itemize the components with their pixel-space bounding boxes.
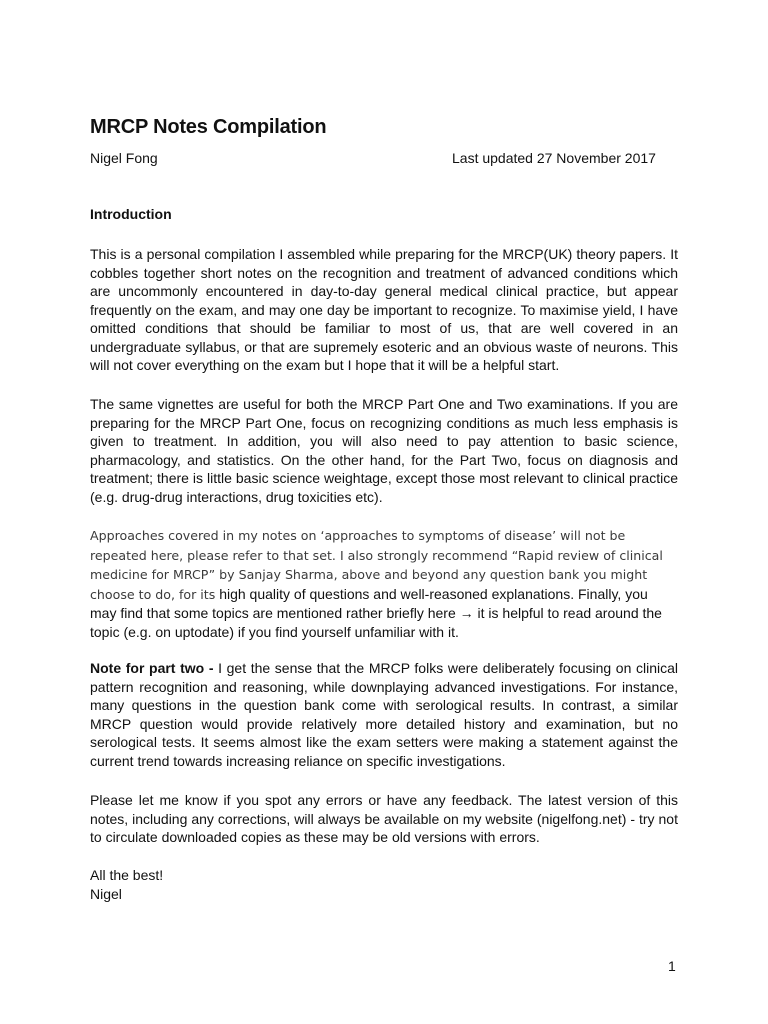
intro-paragraph-1: This is a personal compilation I assembled while preparing for the MRCP(UK) theory papers. It cobbles together short notes on the recognition and treatment of advanced conditions which are uncommonly encountered in day-to-day general medical clinical practice, but appear frequently on the exam, and may one day be important to recognize. To maximise yield, I have omitted conditions that should be familiar to most of us, that are well covered in an undergraduate syllabus, or that are supremely esoteric and an obvious waste of neurons. This will not cover everything on the exam but I hope that it will be a helpful start.: [90, 246, 678, 373]
note-part-two-lead: Note for part two -: [90, 660, 214, 676]
note-part-two-paragraph: [90, 659, 678, 770]
section-heading-introduction: Introduction: [90, 206, 172, 222]
last-updated-date: Last updated 27 November 2017: [452, 150, 656, 166]
paragraph-3-faded-text: Approaches covered in my notes on ‘approaches to symptoms of disease’ will not be repeated here, please refer to that set. I also strongly recommend “Rapid review of clinical medicine for MRCP” by Sanjay Sharma, above and beyond any question bank you might choose to do, for its: [90, 528, 663, 602]
page-number: 1: [668, 958, 676, 974]
intro-paragraph-3: [90, 526, 678, 641]
document-title: MRCP Notes Compilation: [90, 116, 327, 138]
paragraph-3-text: high quality of questions and well-reasoned explanations. Finally, you may find that some topics are mentioned rather briefly here → it is helpful to read around the topic (e.g. on uptodate) if you find yourself unfamiliar with it.: [90, 585, 662, 640]
signoff-line-1: All the best!: [90, 867, 164, 883]
feedback-paragraph: Please let me know if you spot any errors or have any feedback. The latest version of this notes, including any corrections, will always be available on my website (nigelfong.net) - try not to circulate downloaded copies as these may be old versions with errors.: [90, 792, 678, 845]
signoff: [90, 866, 163, 903]
author-name: Nigel Fong: [90, 150, 158, 166]
signoff-line-2: Nigel: [90, 885, 122, 902]
intro-paragraph-2: The same vignettes are useful for both the MRCP Part One and Two examinations. If you are preparing for the MRCP Part One, focus on recognizing conditions as much less emphasis is given to treatment. In addition, you will also need to pay attention to basic science, pharmacology, and statistics. On the other hand, for the Part Two, focus on diagnosis and treatment; there is little basic science weightage, except those most relevant to clinical practice (e.g. drug-drug interactions, drug toxicities etc).: [90, 396, 678, 505]
note-part-two-body: I get the sense that the MRCP folks were deliberately focusing on clinical pattern recognition and reasoning, while downplaying advanced investigations. For instance, many questions in the question bank come with serological results. In contrast, a similar MRCP question would provide relatively more detailed history and examination, but no serological tests. It seems almost like the exam setters were making a statement against the current trend towards increasing reliance on specific investigations.: [90, 660, 678, 769]
